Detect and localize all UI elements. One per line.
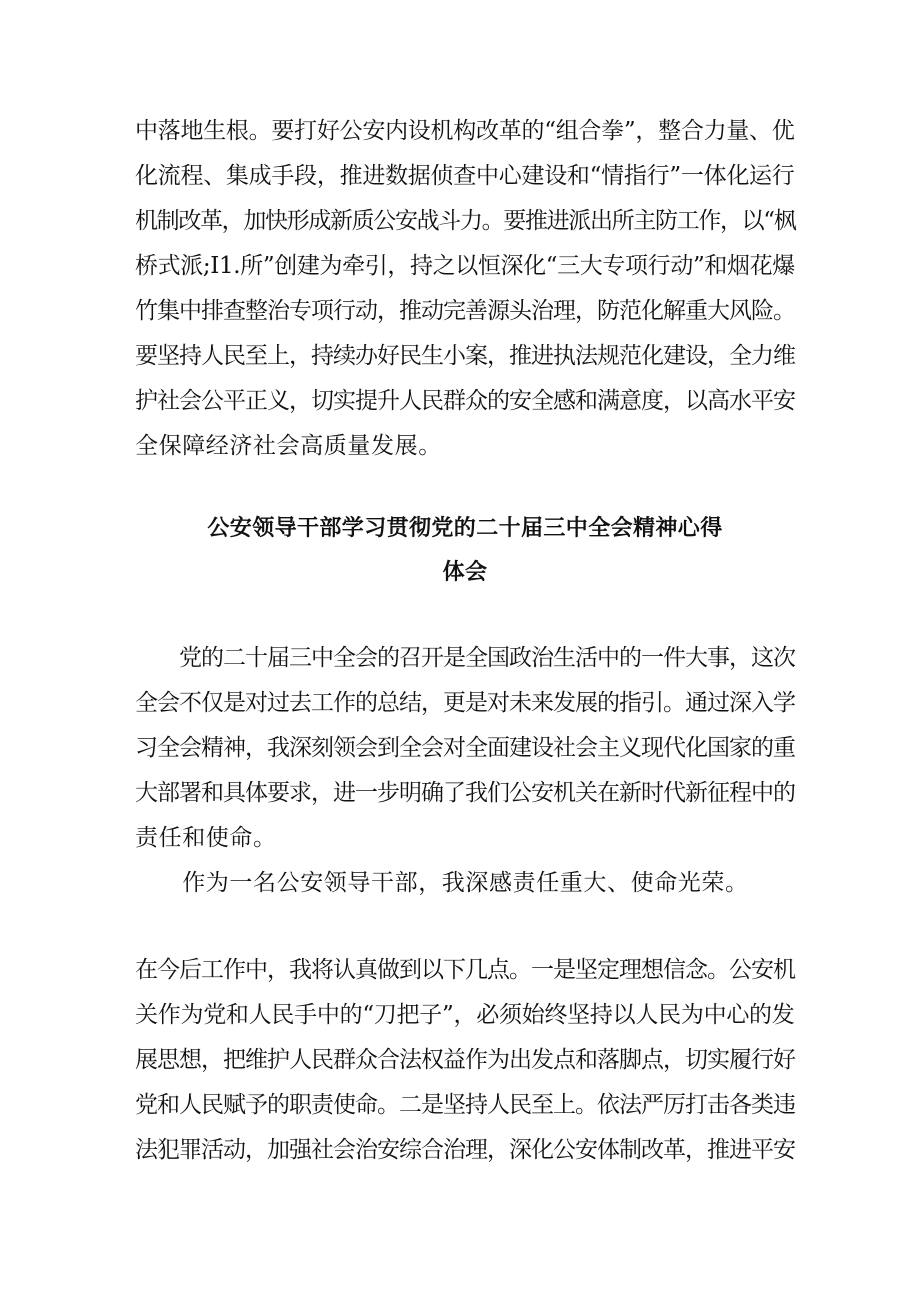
paragraph-line: 法犯罪活动，加强社会治安综合治理，深化公安体制改革，推进平安 bbox=[135, 1137, 795, 1163]
paragraph-line: 全保障经济社会高质量发展。 bbox=[135, 433, 442, 459]
paragraph-line: 要坚持人民至上，持续办好民生小案，推进执法规范化建设，全力维 bbox=[135, 343, 795, 369]
paragraph-line: 作为一名公安领导干部，我深感责任重大、使命光荣。 bbox=[135, 870, 749, 896]
paragraph-line: 机制改革，加快形成新质公安战斗力。要推进派出所主防工作，以“枫 bbox=[135, 208, 796, 234]
paragraph-line: 展思想，把维护人民群众合法权益作为出发点和落脚点，切实履行好 bbox=[135, 1047, 795, 1073]
paragraph-line: 习全会精神，我深刻领会到全会对全面建设社会主义现代化国家的重 bbox=[135, 735, 795, 761]
paragraph-line: 关作为党和人民手中的“刀把子”，必须始终坚持以人民为中心的发 bbox=[135, 1002, 795, 1028]
paragraph-line: 竹集中排查整治专项行动，推动完善源头治理，防范化解重大风险。 bbox=[135, 298, 795, 324]
paragraph-line: 党和人民赋予的职责使命。二是坚持人民至上。依法严厉打击各类违 bbox=[135, 1092, 795, 1118]
paragraph-line: 责任和使命。 bbox=[135, 825, 277, 851]
paragraph-line: 全会不仅是对过去工作的总结，更是对未来发展的指引。通过深入学 bbox=[135, 690, 795, 716]
paragraph-line: 桥式派;I1.所”创建为牵引，持之以恒深化“三大专项行动”和烟花爆 bbox=[135, 253, 795, 279]
paragraph-line: 大部署和具体要求，进一步明确了我们公安机关在新时代新征程中的 bbox=[135, 780, 795, 806]
paragraph-line: 党的二十届三中全会的召开是全国政治生活中的一件大事，这次 bbox=[135, 645, 795, 671]
paragraph-line: 护社会公平正义，切实提升人民群众的安全感和满意度，以高水平安 bbox=[135, 388, 795, 414]
paragraph-line: 在今后工作中，我将认真做到以下几点。一是坚定理想信念。公安机 bbox=[135, 957, 795, 983]
document-title: 公安领导干部学习贯彻党的二十届三中全会精神心得 bbox=[207, 516, 723, 541]
document-title-continued: 体会 bbox=[442, 560, 488, 585]
paragraph-line: 化流程、集成手段，推进数据侦查中心建设和“情指行”一体化运行 bbox=[135, 163, 795, 189]
paragraph-line: 中落地生根。要打好公安内设机构改革的“组合拳”，整合力量、优 bbox=[135, 118, 795, 144]
